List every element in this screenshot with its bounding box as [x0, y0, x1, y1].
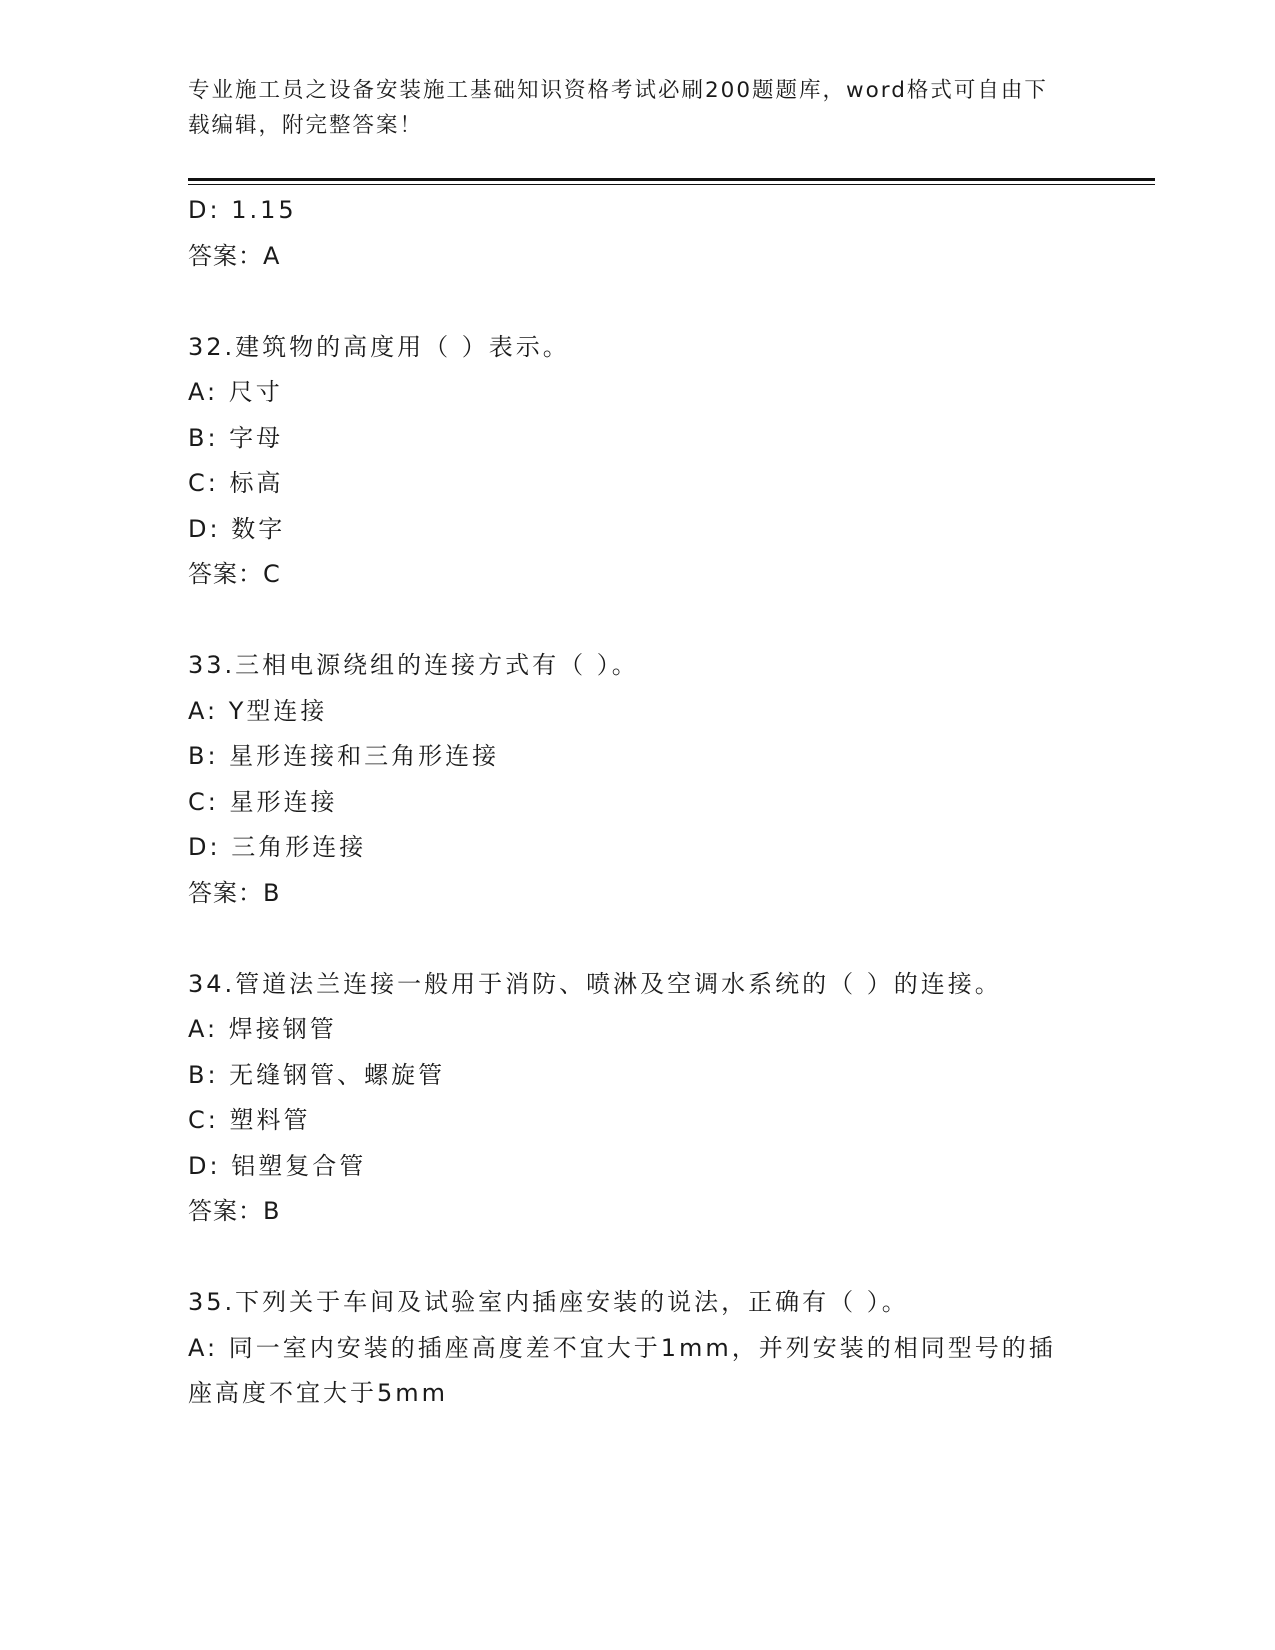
option-b: B: 字母 — [188, 423, 284, 452]
option-d: D: 铝塑复合管 — [188, 1151, 367, 1180]
question-stem: 32.建筑物的高度用（ ）表示。 — [188, 332, 570, 361]
option-a: A: 焊接钢管 — [188, 1015, 337, 1043]
document-header: 专业施工员之设备安装施工基础知识资格考试必刷200题题库，word格式可自由下载编辑，附完整答案！ — [188, 78, 1048, 138]
question-stem: 35.下列关于车间及试验室内插座安装的说法，正确有（ ）。 — [188, 1288, 909, 1316]
prev-option-d: D: 1.15 — [188, 196, 297, 224]
question-34 — [188, 962, 1188, 1235]
option-c: C: 星形连接 — [188, 787, 338, 816]
prev-answer: 答案：A — [188, 241, 281, 270]
option-c: C: 塑料管 — [188, 1106, 311, 1134]
question-list — [188, 188, 1188, 1417]
spacer — [188, 916, 1188, 962]
question-33 — [188, 643, 1188, 916]
option-b: B: 星形连接和三角形连接 — [188, 742, 500, 770]
question-32 — [188, 325, 1188, 598]
option-d: D: 数字 — [188, 514, 286, 543]
answer: 答案：B — [188, 1197, 281, 1225]
option-b: B: 无缝钢管、螺旋管 — [188, 1060, 446, 1089]
option-a: A: 同一室内安装的插座高度差不宜大于1mm，并列安装的相同型号的插座高度不宜大于5mm — [188, 1333, 1056, 1407]
question-stem: 33.三相电源绕组的连接方式有（ ）。 — [188, 651, 639, 679]
spacer — [188, 1235, 1188, 1281]
option-d: D: 三角形连接 — [188, 833, 367, 861]
answer: 答案：C — [188, 560, 281, 588]
option-c: C: 标高 — [188, 469, 284, 497]
question-35 — [188, 1280, 1188, 1417]
header-rule-thin — [188, 184, 1155, 185]
spacer — [188, 598, 1188, 644]
answer: 答案：B — [188, 878, 281, 907]
question-stem: 34.管道法兰连接一般用于消防、喷淋及空调水系统的（ ）的连接。 — [188, 969, 1002, 998]
spacer — [188, 279, 1188, 325]
option-a: A: Y型连接 — [188, 696, 328, 725]
header-rule-thick — [188, 178, 1155, 181]
option-a: A: 尺寸 — [188, 378, 283, 406]
